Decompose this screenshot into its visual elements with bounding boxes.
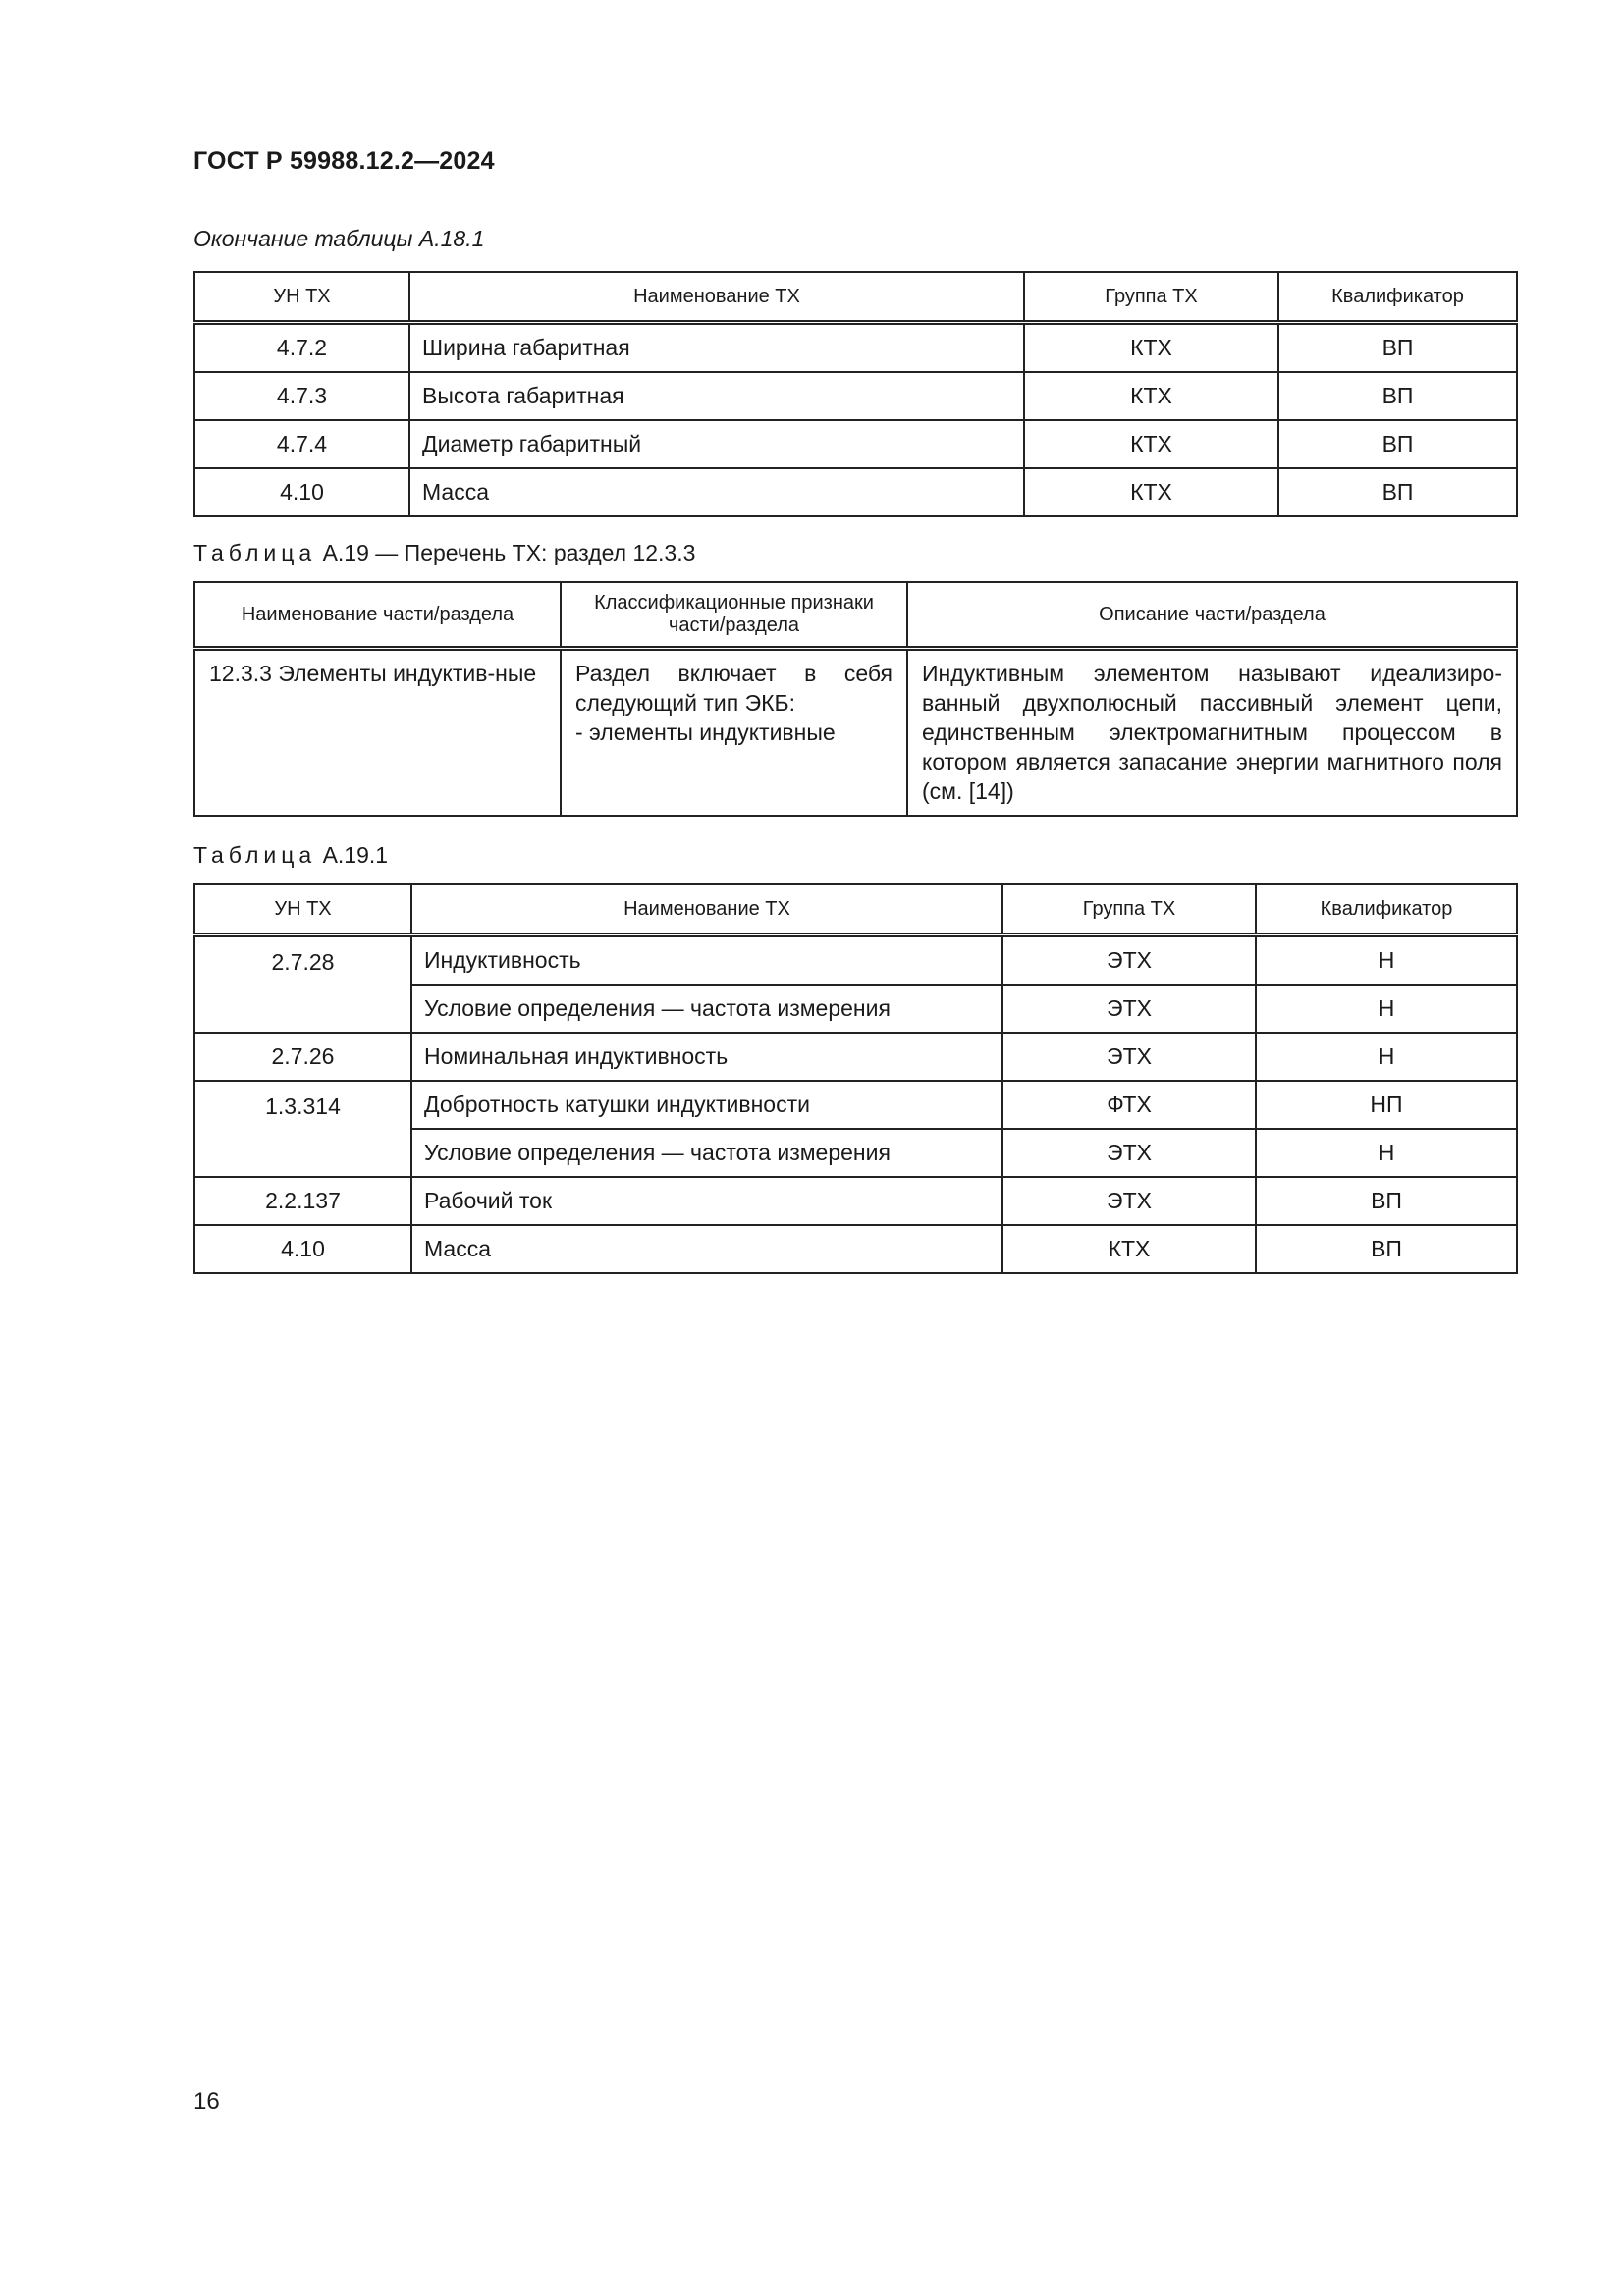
cell-group: ФТХ [1002,1081,1256,1129]
cell-code: 2.7.28 [194,935,411,1034]
cell-code: 2.2.137 [194,1177,411,1225]
column-header-qualifier: Квалификатор [1278,272,1517,323]
column-header-group: Группа ТХ [1002,884,1256,935]
table-header-row [194,272,1517,323]
cell-group: КТХ [1024,468,1278,516]
cell-name: Добротность катушки индуктивности [411,1081,1002,1129]
column-header-qualifier: Квалификатор [1256,884,1517,935]
cell-name: Рабочий ток [411,1177,1002,1225]
cell-qualifier: НП [1256,1081,1517,1129]
cell-code: 4.10 [194,1225,411,1273]
cell-part-name: 12.3.3 Элементы индуктив-ные [194,649,561,816]
table-a19-caption-text: А.19 — Перечень ТХ: раздел 12.3.3 [316,540,696,565]
table-row [194,420,1517,468]
column-header-part-name: Наименование части/раздела [194,582,561,649]
column-header-name: Наименование ТХ [409,272,1024,323]
cell-name: Высота габаритная [409,372,1024,420]
cell-name: Масса [411,1225,1002,1273]
cell-code: 2.7.26 [194,1033,411,1081]
table-word: Таблица [193,540,317,565]
column-header-group: Группа ТХ [1024,272,1278,323]
cell-classification [561,649,907,816]
table-a19-caption [193,540,695,566]
cell-name: Условие определения — частота измерения [411,1129,1002,1177]
cell-qualifier: Н [1256,935,1517,986]
cell-group: ЭТХ [1002,985,1256,1033]
cell-qualifier: ВП [1278,323,1517,373]
table-word: Таблица [193,842,317,868]
cell-qualifier: ВП [1256,1225,1517,1273]
table-row [194,468,1517,516]
table-row [194,1081,1517,1129]
table-a19-1-caption-text: А.19.1 [316,842,389,868]
column-header-name: Наименование ТХ [411,884,1002,935]
cell-qualifier: Н [1256,1129,1517,1177]
column-header-classification: Классификационные признаки части/раздела [561,582,907,649]
cell-code: 4.10 [194,468,409,516]
page-number: 16 [193,2088,220,2114]
table-row [194,323,1517,373]
cell-qualifier: Н [1256,985,1517,1033]
table-row [194,649,1517,816]
table-a19-1 [193,883,1518,1274]
table-a19 [193,581,1518,817]
cell-group: ЭТХ [1002,1033,1256,1081]
cell-name: Масса [409,468,1024,516]
cell-name: Диаметр габаритный [409,420,1024,468]
cell-code: 4.7.2 [194,323,409,373]
cell-code: 4.7.3 [194,372,409,420]
table-row [194,935,1517,986]
cell-code: 1.3.314 [194,1081,411,1177]
table-header-row [194,582,1517,649]
cell-qualifier: ВП [1278,420,1517,468]
classification-text: Раздел включает в себя следующий тип ЭКБ: [575,661,893,716]
table-a18-1 [193,271,1518,517]
cell-group: КТХ [1002,1225,1256,1273]
cell-code: 4.7.4 [194,420,409,468]
cell-qualifier: Н [1256,1033,1517,1081]
table-header-row [194,884,1517,935]
cell-qualifier: ВП [1278,372,1517,420]
column-header-code: УН ТХ [194,884,411,935]
table-row [194,372,1517,420]
cell-name: Номинальная индуктивность [411,1033,1002,1081]
table-row [194,1225,1517,1273]
table-a18-1-caption: Окончание таблицы А.18.1 [193,226,485,251]
cell-name: Индуктивность [411,935,1002,986]
cell-group: ЭТХ [1002,1129,1256,1177]
cell-group: ЭТХ [1002,935,1256,986]
column-header-description: Описание части/раздела [907,582,1517,649]
table-a19-1-caption [193,842,388,869]
cell-group: ЭТХ [1002,1177,1256,1225]
cell-name: Ширина габаритная [409,323,1024,373]
cell-group: КТХ [1024,372,1278,420]
table-row [194,1177,1517,1225]
document-code: ГОСТ Р 59988.12.2—2024 [193,147,495,175]
classification-item: - элементы индуктивные [575,720,836,745]
cell-group: КТХ [1024,323,1278,373]
cell-description: Индуктивным элементом называют идеализиро-ванный двухполюсный пассивный элемент цепи, единственным электромагнитным процессом в котором является запасание энергии магнитного поля (см. [14]) [907,649,1517,816]
table-row [194,1033,1517,1081]
cell-qualifier: ВП [1256,1177,1517,1225]
cell-name: Условие определения — частота измерения [411,985,1002,1033]
cell-qualifier: ВП [1278,468,1517,516]
cell-group: КТХ [1024,420,1278,468]
column-header-code: УН ТХ [194,272,409,323]
